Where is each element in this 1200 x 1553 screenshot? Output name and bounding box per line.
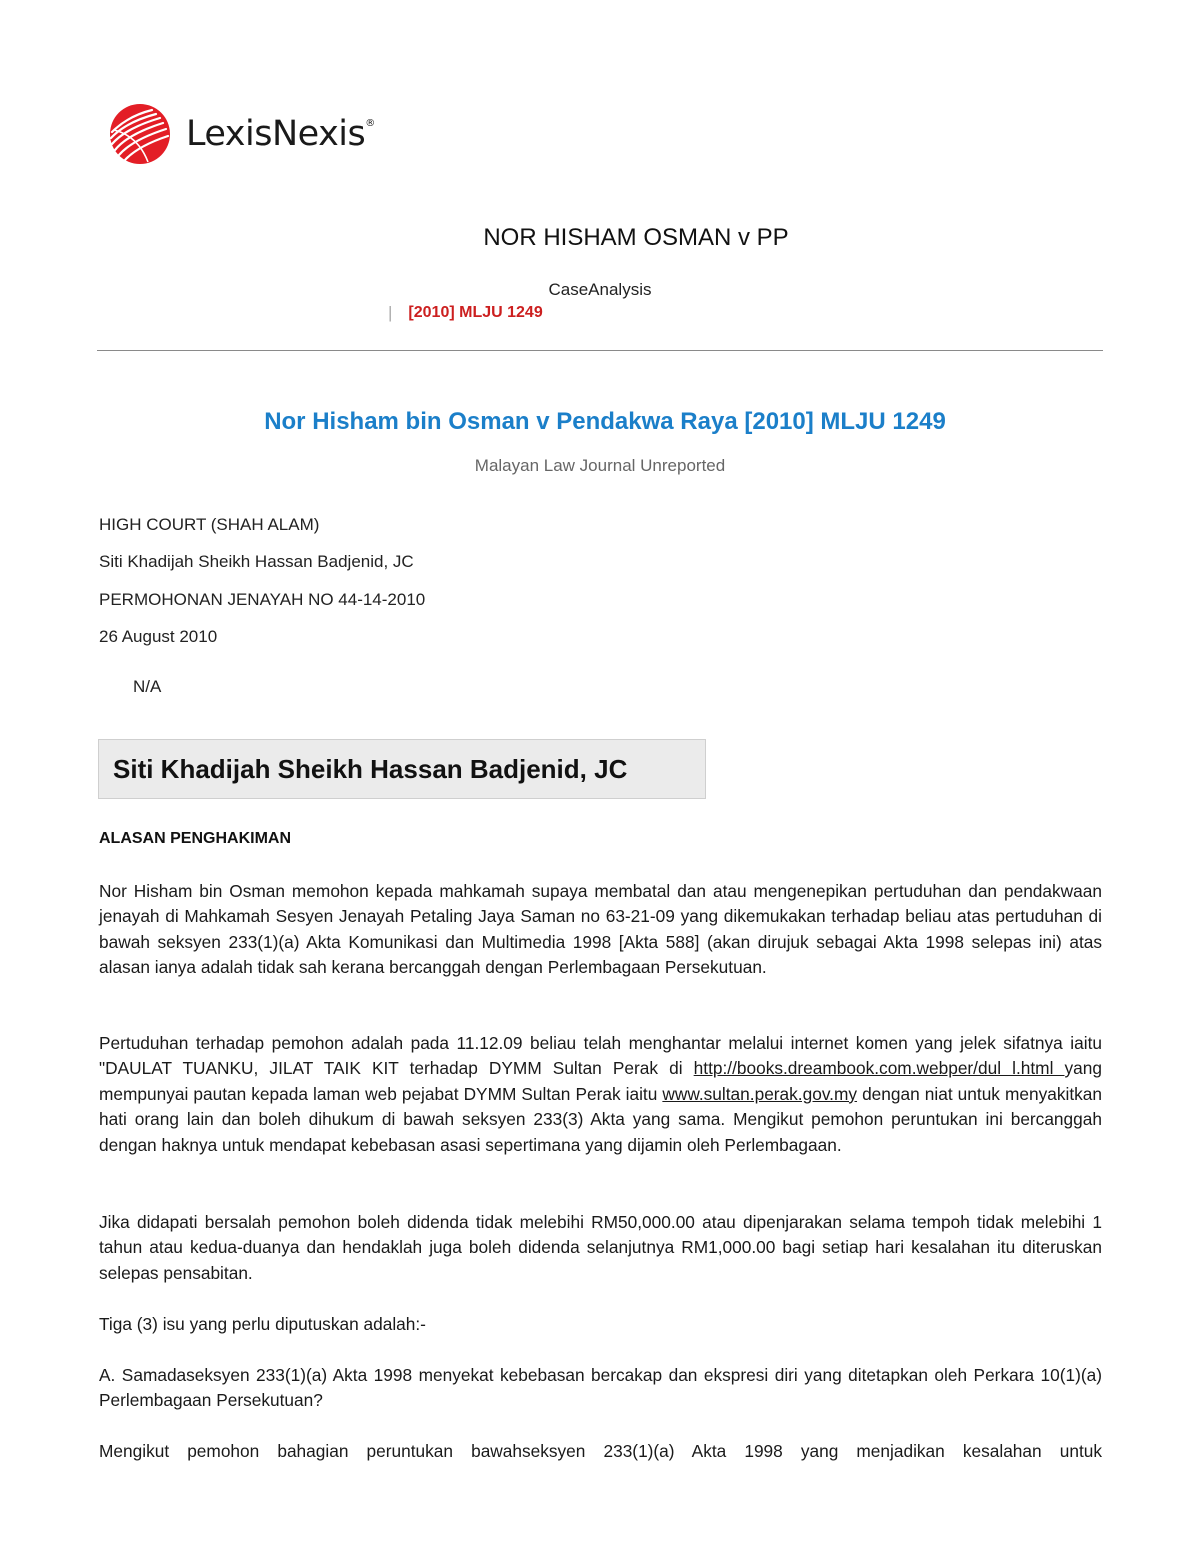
- case-heading: Nor Hisham bin Osman v Pendakwa Raya [2010] MLJU 1249: [264, 408, 946, 435]
- lexisnexis-globe-icon: [108, 102, 172, 166]
- paragraph-2-part-a: Pertuduhan terhadap pemohon adalah pada 11.12.09 beliau telah menghantar melalui internet komen yang jelek sifatnya iaitu "DAULAT TUANKU, JILAT TAIK KIT terhadap DYMM Sultan Perak di: [99, 1033, 1102, 1079]
- judge-banner: [98, 739, 706, 799]
- section-title: ALASAN PENGHAKIMAN: [99, 830, 291, 847]
- lexisnexis-logo: [108, 102, 375, 166]
- paragraph-2-part-c: dengan niat untuk menyakitkan hati orang lain dan boleh dihukum di bawah seksyen 233(3) Akta yang sama. Mengikut pemohon peruntukan ini bercanggah dengan haknya untuk mendapat kebebasan asasi sepertimana yang dijamin oleh Perlembagaan.: [99, 1083, 1102, 1155]
- paragraph-1: Nor Hisham bin Osman memohon kepada mahkamah supaya membatal dan atau mengenepikan pertuduhan dan pendakwaan jenayah di Mahkamah Sesyen Jenayah Petaling Jaya Saman no 63-21-09 yang dikemukakan terhadap beliau atas pertuduhan di bawah seksyen 233(1)(a) Akta Komunikasi dan Multimedia 1998 [Akta 588] (akan dirujuk sebagai Akta 1998 selepas ini) atas alasan ianya adalah tidak sah kerana bercanggah dengan Perlembagaan Persekutuan.: [99, 881, 1102, 978]
- paragraph-6: Mengikut pemohon bahagian peruntukan bawahseksyen 233(1)(a) Akta 1998 yang menjadikan kesalahan untuk: [99, 1441, 1102, 1461]
- brand-wordmark: LexisNexis®: [186, 114, 375, 154]
- citation-reference[interactable]: [2010] MLJU 1249: [408, 304, 543, 321]
- header-divider: [97, 350, 1103, 351]
- judge-name: Siti Khadijah Sheikh Hassan Badjenid, JC: [99, 552, 414, 571]
- sultan-perak-link[interactable]: www.sultan.perak.gov.my: [662, 1083, 858, 1104]
- citation-line: [388, 303, 543, 323]
- paragraph-4: Tiga (3) isu yang perlu diputuskan adalah:-: [99, 1314, 426, 1334]
- case-number: PERMOHONAN JENAYAH NO 44-14-2010: [99, 590, 426, 609]
- document-type: CaseAnalysis: [548, 280, 652, 299]
- citation-separator: |: [388, 303, 393, 322]
- paragraph-5: A. Samadaseksyen 233(1)(a) Akta 1998 menyekat kebebasan bercakap dan ekspresi diri yang ditetapkan oleh Perkara 10(1)(a) Perlembagaan Persekutuan?: [99, 1365, 1102, 1411]
- journal-name: Malayan Law Journal Unreported: [474, 456, 726, 475]
- paragraph-2-part-b: yang mempunyai pautan kepada laman web pejabat DYMM Sultan Perak iaitu: [99, 1058, 1102, 1104]
- dreambook-link[interactable]: http://books.dreambook.com.webper/dul l.html: [693, 1058, 1065, 1079]
- paragraph-2: [99, 1031, 1102, 1158]
- paragraph-3: Jika didapati bersalah pemohon boleh didenda tidak melebihi RM50,000.00 atau dipenjarakan selama tempoh tidak melebihi 1 tahun atau kedua-duanya dan hendaklah juga boleh didenda selanjutnya RM1,000.00 bagi setiap hari kesalahan itu diteruskan selepas pensabitan.: [99, 1212, 1102, 1283]
- court-name: HIGH COURT (SHAH ALAM): [99, 515, 320, 534]
- judge-banner-text: Siti Khadijah Sheikh Hassan Badjenid, JC: [113, 753, 628, 784]
- judgment-date: 26 August 2010: [99, 627, 218, 646]
- document-title: NOR HISHAM OSMAN v PP: [483, 224, 789, 251]
- na-label: N/A: [133, 677, 162, 696]
